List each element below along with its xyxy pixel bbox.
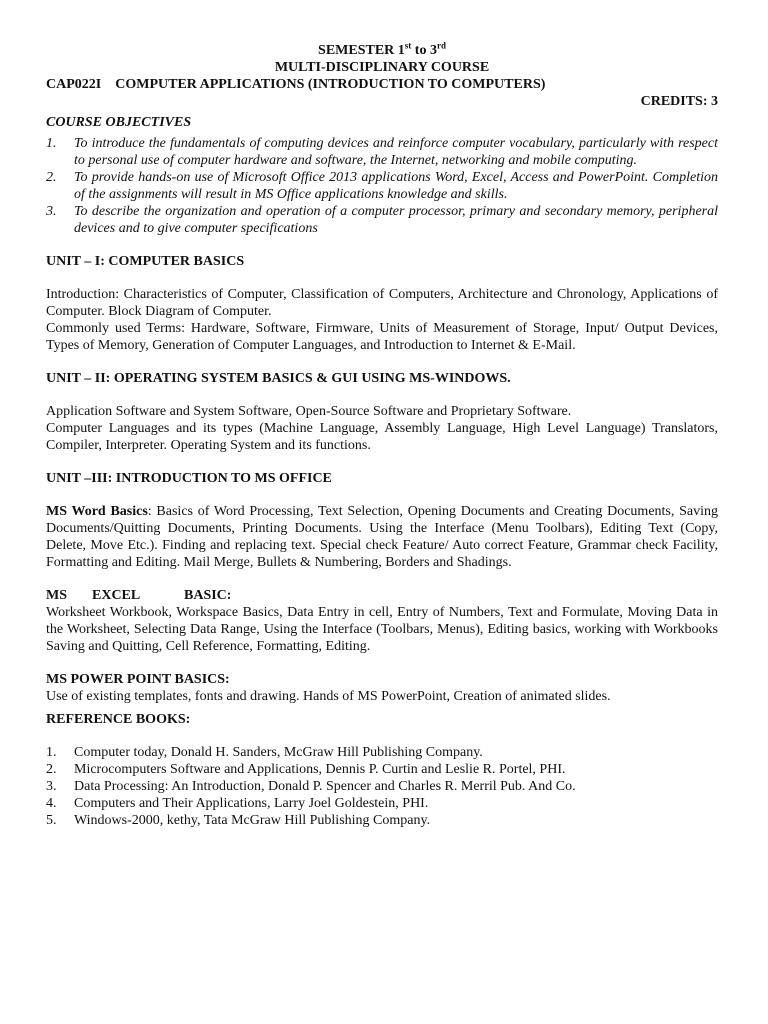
list-item: 4. Computers and Their Applications, Larry Joel Goldestein, PHI. (46, 796, 429, 811)
unit2-para1: Application Software and System Software, Open-Source Software and Proprietary Software. (46, 404, 572, 419)
ms-ppt-text: Use of existing templates, fonts and drawing. Hands of MS PowerPoint, Creation of animated slides. (46, 689, 611, 704)
semester-line: SEMESTER 1st to 3rd (318, 40, 446, 58)
unit2-para2: Computer Languages and its types (Machine Language, Assembly Language, High Level Language) Translators, Compiler, Interpreter. Operating System and its functions. (46, 421, 718, 453)
ms-word-section: MS Word Basics: Basics of Word Processing, Text Selection, Opening Documents and Creating Documents, Saving Documents/Quitting Documents, Printing Documents. Using the Interface (Menu Toolbars), Editing Text (Copy, Delete, Move Etc.). Finding and replacing text. Special check Feature/ Auto correct Feature, Grammar check Facility, Formatting and Editing. Mail Merge, Bullets & Numbering, Borders and Shadings. (46, 504, 718, 570)
unit1-para1: Introduction: Characteristics of Computer, Classification of Computers, Architecture and Chronology, Applications of Computer. Block Diagram of Computer. (46, 287, 718, 319)
objectives-list (46, 135, 718, 237)
list-item: 1. To introduce the fundamentals of computing devices and reinforce computer vocabulary, particularly with respect to personal use of computer hardware and software, the Internet, networking and mobile computing. (46, 136, 718, 168)
document-page (46, 42, 718, 829)
list-item: 2. To provide hands-on use of Microsoft Office 2013 applications Word, Excel, Access and PowerPoint. Completion of the assignments will result in MS Office applications knowledge and skills. (46, 170, 718, 202)
list-item: 3. To describe the organization and operation of a computer processor, primary and secondary memory, peripheral devices and to give computer specifications (46, 204, 718, 236)
list-item: 1. Computer today, Donald H. Sanders, McGraw Hill Publishing Company. (46, 745, 483, 760)
ms-excel-heading: MS EXCEL BASIC: (46, 588, 232, 603)
references-list (46, 744, 718, 829)
unit3-heading: UNIT –III: INTRODUCTION TO MS OFFICE (46, 471, 332, 486)
list-item: 5. Windows-2000, kethy, Tata McGraw Hill Publishing Company. (46, 813, 431, 828)
unit1-heading: UNIT – I: COMPUTER BASICS (46, 254, 245, 269)
ms-excel-text: Worksheet Workbook, Workspace Basics, Data Entry in cell, Entry of Numbers, Text and Formulate, Moving Data in the Worksheet, Selecting Data Range, Using the Interface (Toolbars, Menus), Editing basics, working with Workbooks Saving and Quitting, Cell Reference, Formatting, Editing. (46, 605, 718, 654)
course-code: CAP022I (46, 77, 102, 92)
objectives-heading: COURSE OBJECTIVES (46, 115, 192, 130)
references-heading: REFERENCE BOOKS: (46, 712, 191, 727)
list-item: 2. Microcomputers Software and Applications, Dennis P. Curtin and Leslie R. Portel, PHI. (46, 762, 566, 777)
unit1-para2: Commonly used Terms: Hardware, Software, Firmware, Units of Measurement of Storage, Input/ Output Devices, Types of Memory, Generation of Computer Languages, and Introduction to Internet & E-Mail. (46, 321, 718, 353)
unit2-heading: UNIT – II: OPERATING SYSTEM BASICS & GUI USING MS-WINDOWS. (46, 371, 511, 386)
credits: CREDITS: 3 (640, 94, 718, 109)
course-type: MULTI-DISCIPLINARY COURSE (274, 60, 490, 75)
list-item: 3. Data Processing: An Introduction, Donald P. Spencer and Charles R. Merril Pub. And Co. (46, 779, 576, 794)
ms-ppt-heading: MS POWER POINT BASICS: (46, 672, 230, 687)
course-title: COMPUTER APPLICATIONS (INTRODUCTION TO COMPUTERS) (115, 77, 546, 92)
course-title-line (46, 76, 718, 93)
